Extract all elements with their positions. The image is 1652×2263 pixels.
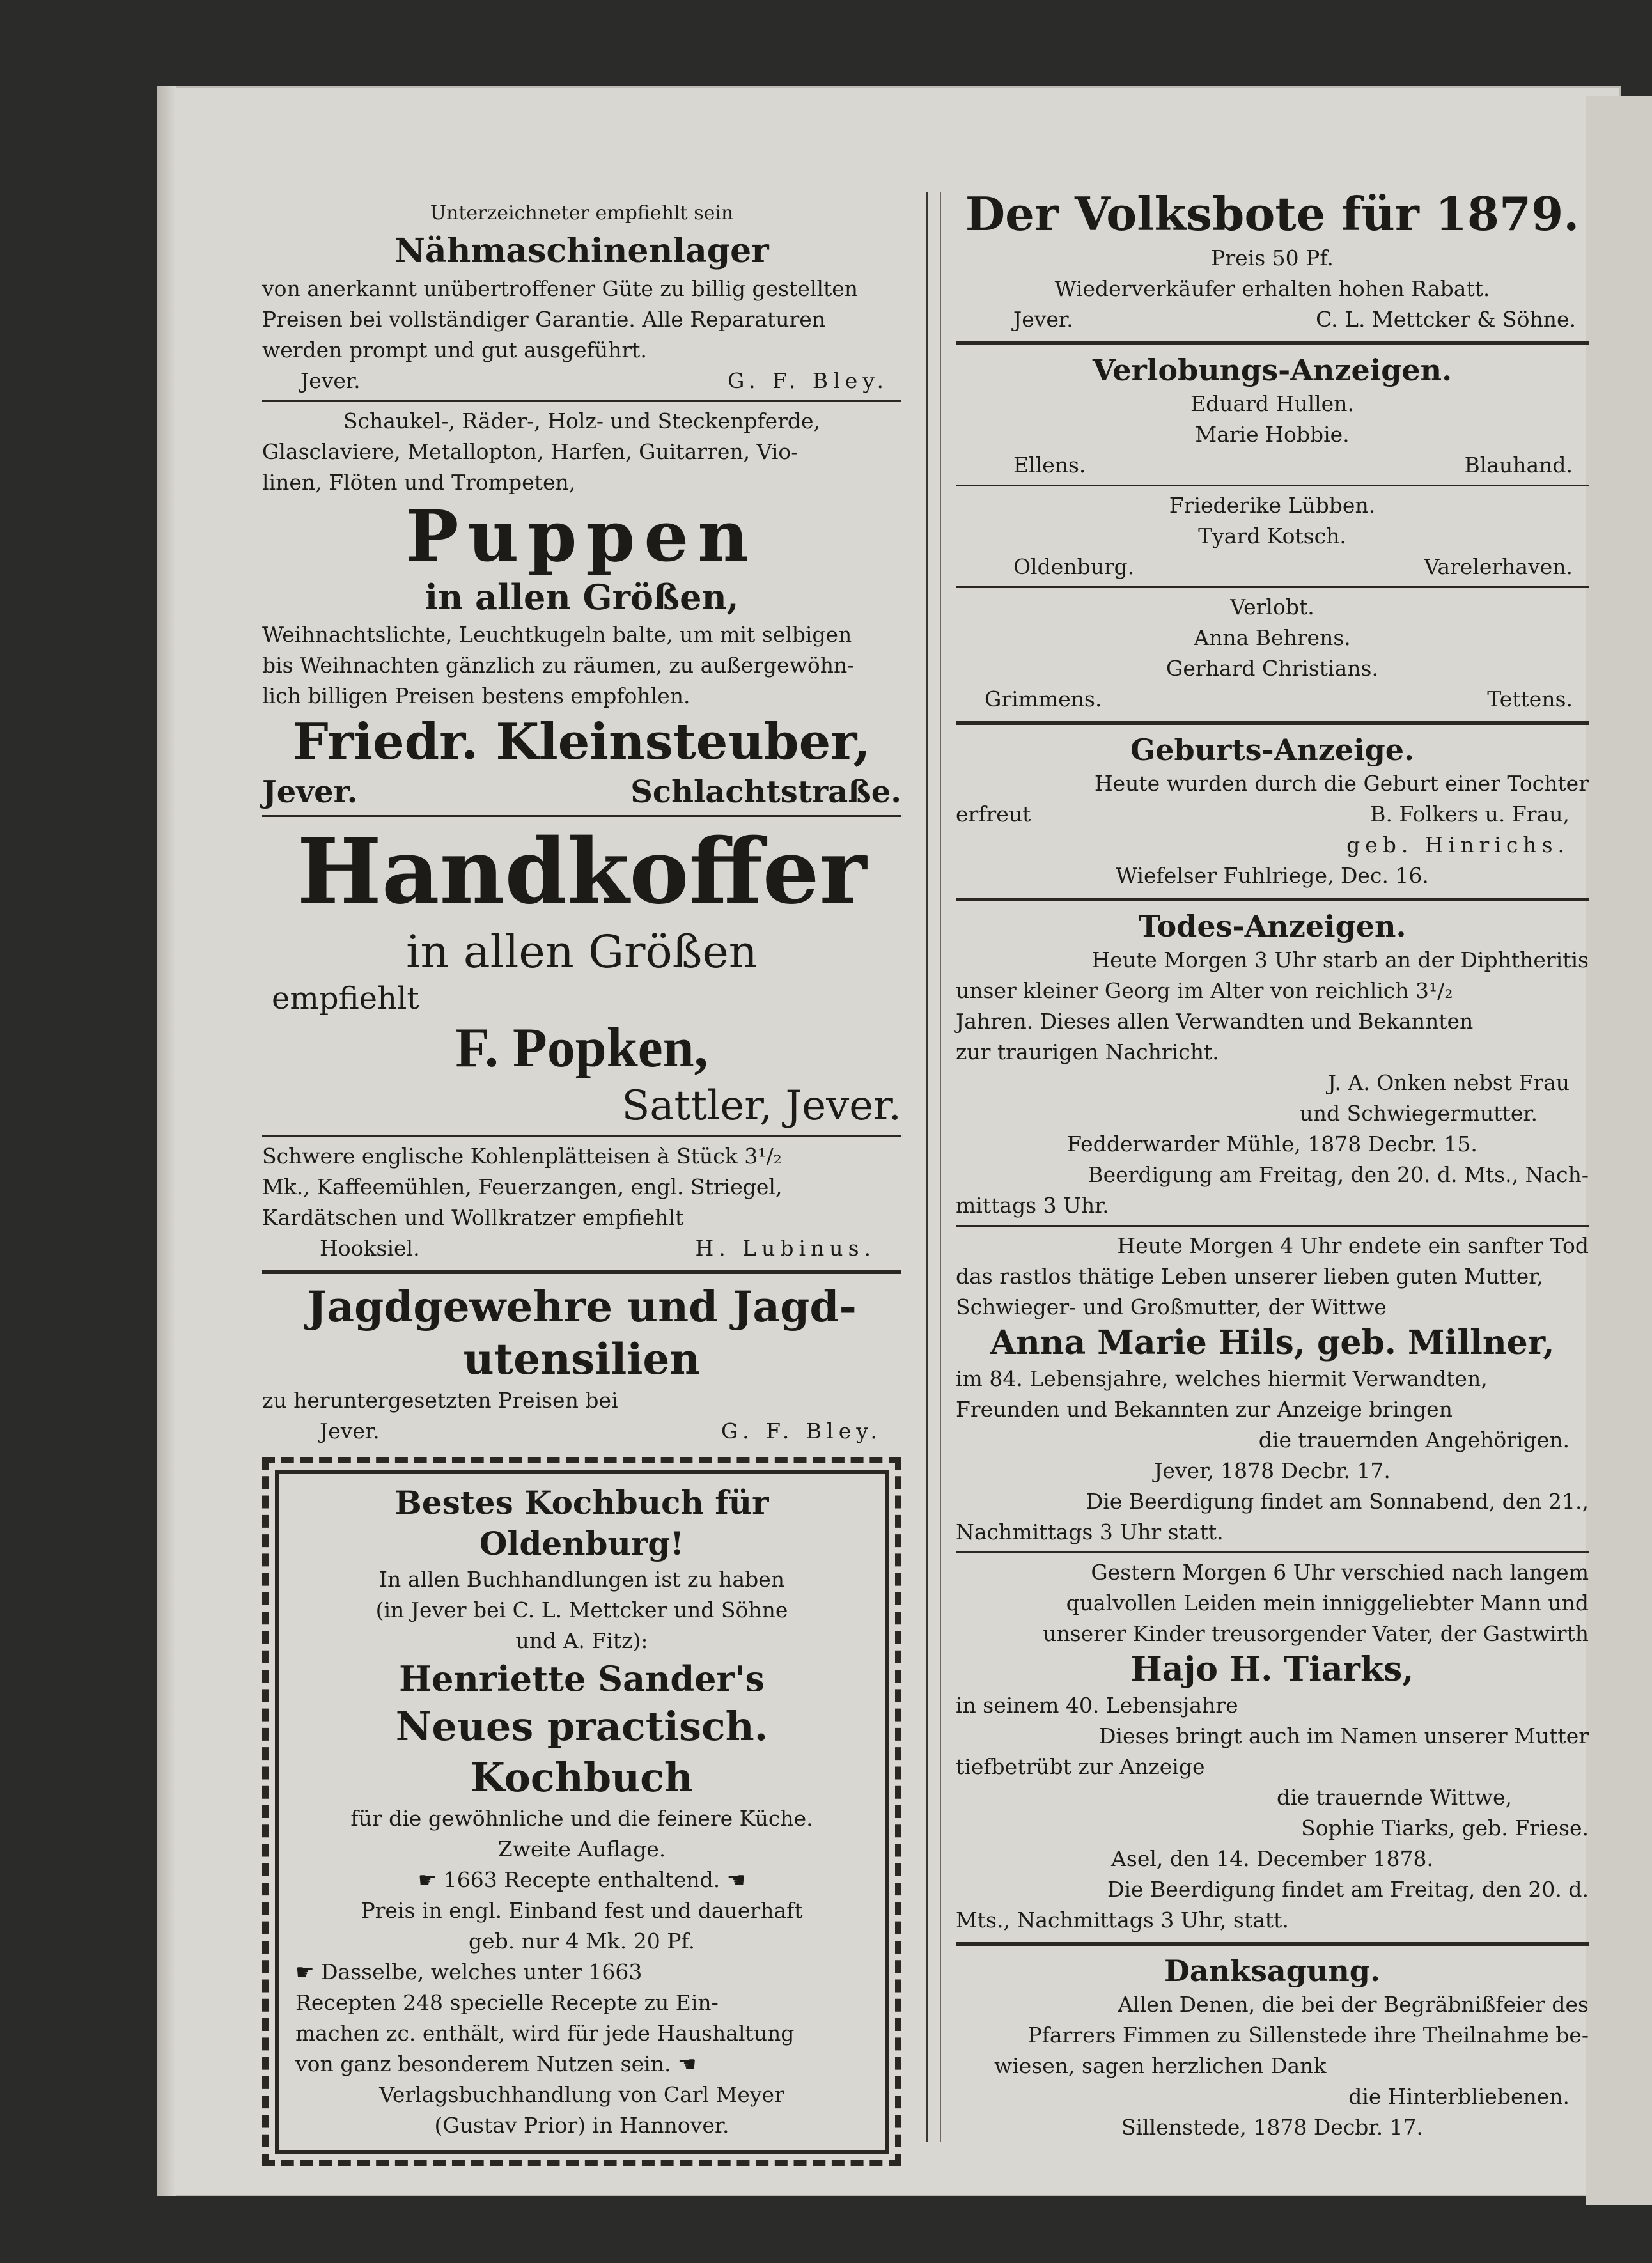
notice-signature: die Hinterbliebenen. (1348, 2084, 1570, 2109)
notice-place-date: Asel, den 14. December 1878. (1111, 1846, 1433, 1871)
ad-trade: Sattler, Jever. (621, 1082, 901, 1130)
ad-separator (262, 1270, 901, 1274)
ad-text: Wiederverkäufer erhalten hohen Rabatt. (1054, 276, 1490, 301)
section-separator (956, 721, 1589, 725)
ad-signature-row (262, 366, 901, 396)
notice-name: Marie Hobbie. (1195, 422, 1350, 447)
pointing-hand-icon: ☚ (671, 2051, 697, 2076)
notice-text: mittags 3 Uhr. (956, 1193, 1109, 1218)
pointing-hand-icon: ☛ (417, 1867, 444, 1892)
section-birth (956, 731, 1589, 891)
notice-name: Tyard Kotsch. (1198, 524, 1346, 548)
ad-text: von anerkannt unübertroffener Güte zu billig gestellten (262, 276, 859, 301)
column-divider (926, 192, 928, 2142)
notice-text: Heute Morgen 3 Uhr starb an der Diphtheritis (1091, 947, 1589, 972)
notice-signature: J. A. Onken nebst Frau (1327, 1070, 1570, 1095)
ad-text (295, 1865, 868, 1895)
ad-separator (262, 400, 901, 402)
notice-signature: und Schwiegermutter. (1299, 1101, 1538, 1126)
ad-text: machen zc. enthält, wird für jede Haushaltung (295, 2021, 795, 2046)
notice-text: Jahren. Dieses allen Verwandten und Bekannten (956, 1009, 1474, 1034)
notice-text: Pfarrers Fimmen zu Sillenstede ihre Theilnahme be- (1027, 2023, 1589, 2048)
ad-subheadline: in allen Größen, (425, 577, 739, 618)
ad-signature-row (262, 1416, 901, 1447)
notice-place: Tettens. (1487, 687, 1573, 712)
notice-text: Heute wurden durch die Geburt einer Tochter (1094, 771, 1589, 796)
notice-place: Blauhand. (1464, 453, 1573, 478)
ad-headline: Der Volksbote für 1879. (965, 187, 1580, 241)
notice-name: Friederike Lübben. (1169, 493, 1376, 518)
ad-text: Kardätschen und Wollkratzer empfiehlt (262, 1205, 684, 1230)
ad-text: Schaukel-, Räder-, Holz- und Steckenpferde, (343, 408, 821, 433)
ad-signature: G. F. Bley. (728, 368, 889, 393)
notice-place-date: Wiefelser Fuhlriege, Dec. 16. (1116, 863, 1429, 888)
book-title: Neues practisch. Kochbuch (395, 1703, 768, 1801)
ad-text: Preis 50 Pf. (1211, 245, 1334, 270)
ad-bley-hunting (262, 1280, 901, 1447)
ad-place: Jever. (262, 774, 358, 810)
notice-text: Beerdigung am Freitag, den 20. d. Mts., Nach- (1087, 1162, 1589, 1187)
ad-merchant-name: F. Popken, (455, 1017, 708, 1079)
ad-text: Weihnachtslichte, Leuchtkugeln balte, um mit selbigen (262, 622, 852, 647)
ad-text: Recepten 248 specielle Recepte zu Ein- (295, 1990, 719, 2015)
ad-separator (262, 815, 901, 817)
pointing-hand-icon: ☚ (720, 1867, 746, 1892)
ad-kleinsteuber (262, 406, 901, 811)
ad-text: geb. nur 4 Mk. 20 Pf. (469, 1929, 695, 1954)
section-engagements (956, 352, 1589, 715)
notice-separator (956, 1225, 1589, 1227)
ad-lubinus (262, 1141, 901, 1264)
notice-place: Varelerhaven. (1424, 554, 1573, 579)
ad-signature: H. Lubinus. (695, 1236, 876, 1261)
notice-text: im 84. Lebensjahre, welches hiermit Verwandten, (956, 1366, 1488, 1391)
section-title: Verlobungs-Anzeigen. (1092, 353, 1453, 387)
ad-text-inner: Dasselbe, welches unter 1663 (321, 1959, 643, 1984)
notice-text: Verlobt. (1230, 595, 1314, 619)
notice-signature: geb. Hinrichs. (1346, 832, 1570, 857)
facing-page-edge (1586, 96, 1652, 2205)
ad-text: lich billigen Preisen bestens empfohlen. (262, 683, 690, 708)
ad-text: bis Weihnachten gänzlich zu räumen, zu außergewöhn- (262, 653, 855, 678)
section-thanks (956, 1952, 1589, 2143)
ad-text-inner: von ganz besonderem Nutzen sein. (295, 2051, 671, 2076)
notice-text: Heute Morgen 4 Uhr endete ein sanfter Tod (1117, 1233, 1589, 1258)
ad-headline: Handkoffer (297, 820, 867, 924)
ad-place: Jever. (1013, 307, 1073, 332)
notice-text: das rastlos thätige Leben unserer lieben guten Mutter, (956, 1264, 1543, 1289)
left-column (262, 96, 901, 2166)
ad-text: (in Jever bei C. L. Mettcker und Söhne (375, 1598, 788, 1622)
notice-place: Ellens. (1013, 453, 1086, 478)
notice-text: Freunden und Bekannten zur Anzeige bringen (956, 1397, 1453, 1422)
notice-places (956, 450, 1589, 481)
ad-text: In allen Buchhandlungen ist zu haben (378, 1567, 785, 1592)
ad-bley-sewing-machines (262, 198, 901, 396)
ad-headline: utensilien (463, 1334, 701, 1384)
notice-places (956, 552, 1589, 582)
notice-name: Gerhard Christians. (1166, 656, 1378, 681)
notice-place-date: Sillenstede, 1878 Decbr. 17. (1121, 2115, 1424, 2140)
ad-text: und A. Fitz): (515, 1628, 648, 1653)
ad-separator (262, 1135, 901, 1137)
section-title: Danksagung. (1164, 1954, 1380, 1988)
notice-text: Dieses bringt auch im Namen unserer Mutter (1098, 1723, 1589, 1748)
ad-text: Mk., Kaffeemühlen, Feuerzangen, engl. Striegel, (262, 1174, 783, 1199)
section-title: Todes-Anzeigen. (1138, 909, 1407, 944)
notice-text: Nachmittags 3 Uhr statt. (956, 1520, 1224, 1544)
ad-subheadline: in allen Größen (406, 926, 758, 978)
section-separator (956, 1942, 1589, 1946)
ad-signature-row (956, 304, 1589, 335)
ad-text-inner: 1663 Recepte enthaltend. (443, 1867, 721, 1892)
notice-text: qualvollen Leiden mein inniggeliebter Mann und (1066, 1590, 1589, 1615)
section-separator (956, 341, 1589, 345)
notice-text: wiesen, sagen herzlichen Dank (994, 2053, 1327, 2078)
ad-text: für die gewöhnliche und die feinere Küche. (350, 1806, 813, 1831)
notice-places (956, 684, 1589, 715)
book-author: Henriette Sander's (399, 1658, 765, 1699)
ad-signature-row (262, 1233, 901, 1264)
notice-text: Schwieger- und Großmutter, der Wittwe (956, 1295, 1387, 1319)
ad-text: linen, Flöten und Trompeten, (262, 470, 576, 495)
ad-recommends: empfiehlt (272, 981, 419, 1016)
ad-text: Schwere englische Kohlenplätteisen à Stück 3¹/₂ (262, 1144, 782, 1169)
notice-separator (956, 586, 1589, 588)
notice-text: erfreut (956, 802, 1031, 827)
notice-name: Anna Behrens. (1194, 625, 1351, 650)
notice-separator (956, 1551, 1589, 1553)
ad-text (295, 1957, 868, 1987)
ad-volksbote (956, 185, 1589, 335)
ad-headline: Jagdgewehre und Jagd- (307, 1282, 857, 1332)
section-title: Geburts-Anzeige. (1130, 733, 1415, 767)
ad-text: Preisen bei vollständiger Garantie. Alle Reparaturen (262, 307, 826, 332)
ad-text: (Gustav Prior) in Hannover. (434, 2113, 729, 2138)
notice-place-date: Fedderwarder Mühle, 1878 Decbr. 15. (1067, 1132, 1477, 1156)
notice-deceased-name: Anna Marie Hils, geb. Millner, (990, 1323, 1555, 1362)
ad-merchant-name: Friedr. Kleinsteuber, (293, 713, 871, 771)
ad-place: Hooksiel. (320, 1236, 420, 1261)
ad-text: Glasclaviere, Metallopton, Harfen, Guitarren, Vio- (262, 439, 799, 464)
ad-headline: Bestes Kochbuch für Oldenburg! (394, 1484, 769, 1562)
notice-place: Grimmens. (985, 687, 1102, 712)
notice-text: Allen Denen, die bei der Begräbnißfeier des (1118, 1992, 1589, 2017)
section-separator (956, 898, 1589, 901)
ad-text: werden prompt und gut ausgeführt. (262, 338, 647, 362)
notice-place: Oldenburg. (1013, 554, 1135, 579)
notice-signature: B. Folkers u. Frau, (1370, 802, 1570, 827)
ad-place: Jever. (300, 368, 361, 393)
right-column (956, 96, 1589, 2143)
notice-text: in seinem 40. Lebensjahre (956, 1693, 1238, 1718)
ad-signature: C. L. Mettcker & Söhne. (1316, 307, 1576, 332)
notice-text: unserer Kinder treusorgender Vater, der Gastwirth (1043, 1621, 1589, 1646)
section-deaths (956, 908, 1589, 1936)
ad-signature: G. F. Bley. (721, 1419, 882, 1443)
ad-text (295, 2049, 868, 2080)
ad-headline: Nähmaschinenlager (394, 231, 769, 270)
notice-text: zur traurigen Nachricht. (956, 1039, 1219, 1064)
ad-headline: Puppen (405, 495, 758, 577)
notice-deceased-name: Hajo H. Tiarks, (1130, 1650, 1414, 1689)
ad-text: Preis in engl. Einband fest und dauerhaft (361, 1898, 803, 1923)
notice-signature: die trauernden Angehörigen. (1258, 1427, 1570, 1452)
ad-text: Verlagsbuchhandlung von Carl Meyer (379, 2082, 784, 2107)
ad-place: Jever. (320, 1419, 380, 1443)
page-gutter-shadow (157, 86, 176, 2196)
ad-text: Zweite Auflage. (497, 1837, 666, 1862)
ad-text: zu heruntergesetzten Preisen bei (262, 1388, 618, 1413)
notice-row (956, 799, 1589, 830)
notice-signature: die trauernde Wittwe, (1276, 1785, 1512, 1810)
column-divider-thin (940, 192, 941, 2142)
notice-text: unser kleiner Georg im Alter von reichlich 3¹/₂ (956, 978, 1453, 1003)
notice-text: Die Beerdigung findet am Sonnabend, den 21., (1086, 1489, 1589, 1514)
notice-text: tiefbetrübt zur Anzeige (956, 1754, 1205, 1779)
notice-name: Eduard Hullen. (1190, 391, 1354, 416)
ad-cookbook-frame (262, 1457, 901, 2166)
ad-signature-row (262, 773, 901, 811)
ad-street: Schlachtstraße. (630, 774, 901, 810)
notice-text: Die Beerdigung findet am Freitag, den 20. d. (1107, 1877, 1589, 1902)
notice-separator (956, 485, 1589, 486)
notice-text: Gestern Morgen 6 Uhr verschied nach langem (1091, 1560, 1589, 1585)
notice-place-date: Jever, 1878 Decbr. 17. (1154, 1458, 1391, 1483)
notice-signature: Sophie Tiarks, geb. Friese. (1301, 1816, 1589, 1840)
ad-intro: Unterzeichneter empfiehlt sein (430, 202, 734, 224)
ad-popken (262, 821, 901, 1132)
notice-text: Mts., Nachmittags 3 Uhr, statt. (956, 1908, 1289, 1932)
pointing-hand-icon: ☛ (295, 1959, 322, 1984)
